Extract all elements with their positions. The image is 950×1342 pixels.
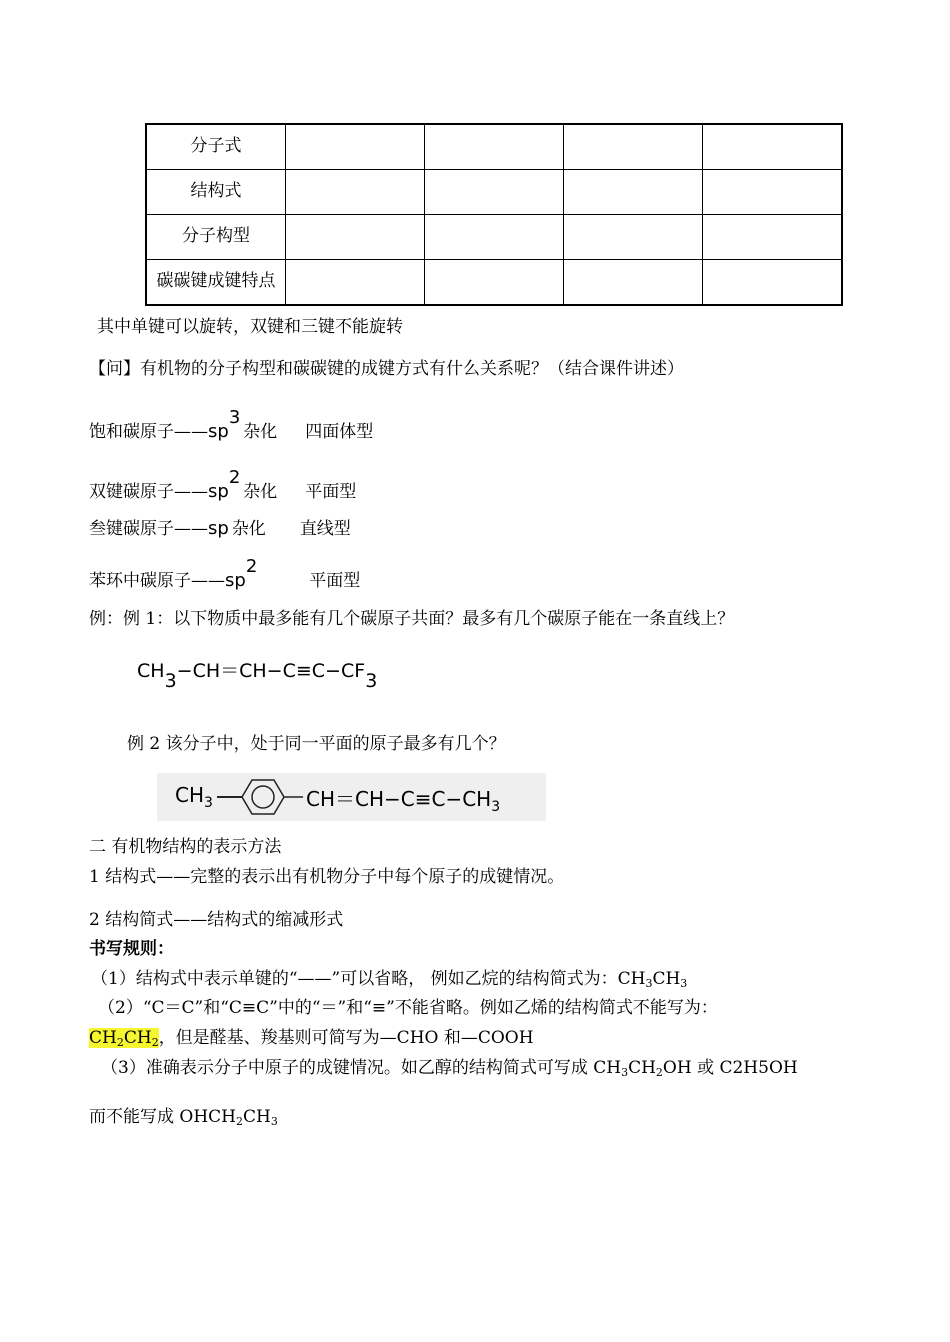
subscript: 2 [236, 1115, 243, 1128]
subscript: 3 [680, 977, 688, 990]
rotation-note: 其中单键可以旋转，双键和三键不能旋转 [97, 317, 403, 337]
row-label: 结构式 [146, 170, 286, 215]
hybrid-prefix: 苯环中碳原子—— [89, 571, 225, 591]
rule-1 [91, 964, 687, 989]
rule-2-continued [89, 1023, 534, 1048]
hybrid-sp: sp [208, 518, 229, 539]
hybrid-suffix: 杂化 [243, 422, 278, 442]
rule-text: OH 或 C2H5OH [662, 1058, 798, 1078]
formula-subscript: 3 [164, 670, 177, 692]
table-row [146, 215, 842, 260]
subscript: 2 [151, 1036, 159, 1049]
hybrid-prefix: 饱和碳原子—— [89, 422, 208, 442]
rule-text: CH [243, 1107, 271, 1127]
subscript: 3 [270, 1115, 278, 1128]
subscript: 2 [116, 1036, 124, 1049]
benzene-ring-icon [217, 773, 307, 821]
table-cell [703, 215, 843, 260]
hybrid-sp: sp [208, 421, 229, 442]
table-cell [286, 170, 425, 215]
highlighted-formula [89, 1028, 159, 1048]
hybrid-sp: sp [225, 570, 246, 591]
hybrid-shape: 平面型 [309, 571, 361, 591]
table-cell [703, 260, 843, 306]
hybrid-suffix: 杂化 [243, 482, 278, 502]
table-cell [564, 215, 703, 260]
hybrid-line-triple [89, 514, 351, 539]
table-cell [425, 124, 564, 170]
structure-subscript: 3 [204, 795, 213, 811]
hybrid-line-saturated [89, 407, 374, 442]
subscript: 3 [621, 1066, 629, 1079]
table-cell [564, 170, 703, 215]
table-row [146, 260, 842, 306]
hybrid-shape: 平面型 [305, 482, 357, 502]
rule-text: CH [628, 1058, 656, 1078]
subscript: 3 [645, 977, 653, 990]
structure-text: CH＝CH−C≡C−CH [306, 787, 492, 811]
table-cell [703, 170, 843, 215]
hybrid-exponent: 2 [245, 556, 258, 577]
table-cell [564, 260, 703, 306]
rule-text: ，但是醛基、羧基则可简写为—CHO 和—COOH [158, 1028, 534, 1048]
table-cell [286, 124, 425, 170]
table-cell [286, 260, 425, 306]
hybrid-line-double [89, 467, 357, 502]
rule-text: （3）准确表示分子中原子的成键情况。如乙醇的结构简式可写成 CH [101, 1058, 622, 1078]
rules-title: 书写规则： [89, 939, 174, 959]
table-cell [425, 215, 564, 260]
hybrid-sp: sp [208, 481, 229, 502]
example2-text: 例 2 该分子中，处于同一平面的原子最多有几个？ [127, 734, 506, 754]
hybrid-shape: 四面体型 [305, 422, 374, 442]
rule-2: （2）“C＝C”和“C≡C”中的“＝”和“≡”不能省略。例如乙烯的结构简式不能写为： [98, 998, 718, 1018]
table-row [146, 124, 842, 170]
hybrid-line-benzene [89, 556, 361, 591]
structure-left-group [175, 783, 213, 811]
structure-subscript: 3 [491, 799, 501, 815]
table-cell [425, 170, 564, 215]
formula-part: CH [137, 660, 165, 682]
example2-structure [157, 773, 546, 821]
table-cell [564, 124, 703, 170]
table-cell [286, 215, 425, 260]
row-label: 碳碳键成键特点 [146, 260, 286, 306]
formula-subscript: 3 [365, 670, 378, 692]
formula-text: CH [123, 1028, 152, 1048]
hybrid-prefix: 双键碳原子—— [89, 482, 208, 502]
formula-text: CH [89, 1028, 117, 1048]
example1-formula [137, 656, 378, 692]
rule-text: （1）结构式中表示单键的“——”可以省略， 例如乙烷的结构简式为：CH [91, 969, 646, 989]
formula-part: −CH＝CH−C≡C−CF [176, 660, 366, 682]
rule-text: CH [652, 969, 681, 989]
structure-right-group [306, 783, 501, 815]
rule-3 [101, 1053, 798, 1078]
table-cell [703, 124, 843, 170]
hybrid-shape: 直线型 [299, 519, 351, 539]
hybrid-prefix: 叁键碳原子—— [89, 519, 208, 539]
row-label: 分子式 [146, 124, 286, 170]
table-row [146, 170, 842, 215]
paragraph-structural-formula: 1 结构式——完整的表示出有机物分子中每个原子的成键情况。 [89, 867, 565, 887]
rule-text: 而不能写成 OHCH [89, 1107, 236, 1127]
paragraph-condensed-formula: 2 结构简式——结构式的缩减形式 [89, 910, 344, 930]
subscript: 2 [655, 1066, 663, 1079]
hybrid-suffix: 杂化 [231, 519, 266, 539]
rule-3-continued [89, 1102, 278, 1127]
hybrid-exponent: 2 [228, 467, 241, 488]
hybrid-exponent: 3 [228, 407, 241, 428]
question-line: 【问】有机物的分子构型和碳碳键的成键方式有什么关系呢？（结合课件讲述） [89, 359, 684, 379]
example1-text: 例：例 1：以下物质中最多能有几个碳原子共面？最多有几个碳原子能在一条直线上？ [89, 609, 735, 629]
row-label: 分子构型 [146, 215, 286, 260]
property-table [145, 123, 843, 306]
table-cell [425, 260, 564, 306]
section-heading: 二 有机物结构的表示方法 [89, 837, 282, 857]
structure-text: CH [175, 783, 205, 807]
